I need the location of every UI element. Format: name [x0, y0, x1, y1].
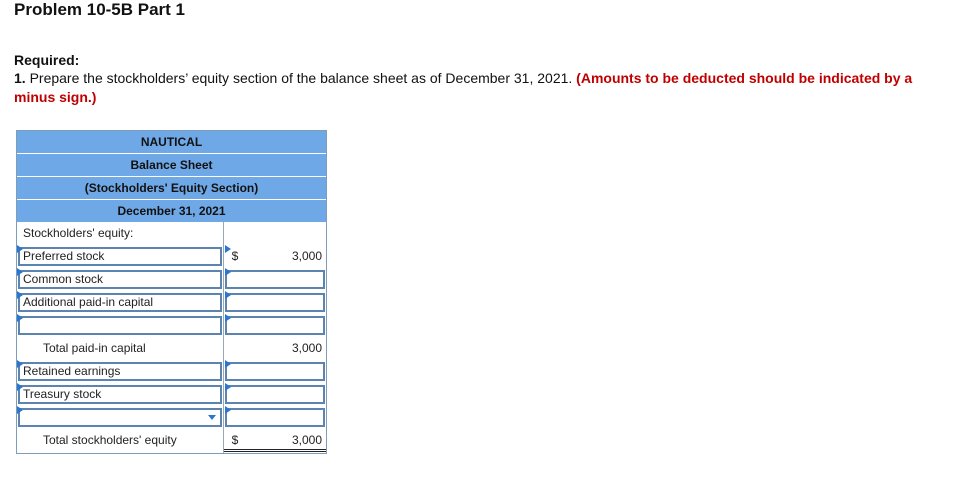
apic-amount-input[interactable] — [224, 291, 326, 314]
total-equity-label: Total stockholders' equity — [43, 433, 177, 447]
input-marker-icon — [17, 406, 23, 414]
input-marker-icon — [225, 268, 231, 276]
dropdown-amount-input[interactable] — [224, 406, 326, 429]
total-equity-amount: 3,000 — [291, 433, 322, 447]
input-marker-icon — [17, 314, 23, 322]
preferred-stock-label-input[interactable]: Preferred stock — [17, 245, 224, 268]
required-label: Required: — [14, 52, 80, 68]
balance-sheet-table — [16, 130, 327, 454]
account-dropdown[interactable] — [17, 406, 224, 429]
total-paid-in-label: Total paid-in capital — [43, 341, 146, 355]
instruction-note: (Amounts to be deducted should be indicated by a minus sign.) — [14, 70, 913, 105]
double-underline — [224, 449, 326, 452]
header-date: December 31, 2021 — [17, 200, 326, 222]
currency-symbol: $ — [231, 249, 239, 263]
currency-symbol: $ — [231, 433, 239, 447]
total-paid-in-amount: 3,000 — [291, 341, 322, 355]
table-row — [17, 268, 326, 291]
table-row — [17, 360, 326, 383]
input-marker-icon — [225, 314, 231, 322]
treasury-stock-amount-input[interactable] — [224, 383, 326, 406]
table-row — [17, 337, 326, 360]
input-marker-icon — [225, 360, 231, 368]
blank-label-input[interactable] — [17, 314, 224, 337]
table-row — [17, 383, 326, 406]
input-marker-icon — [225, 383, 231, 391]
equity-heading: Stockholders' equity: — [23, 226, 134, 240]
input-marker-icon — [225, 406, 231, 414]
header-company: NAUTICAL — [17, 131, 326, 154]
retained-earnings-amount-input[interactable] — [224, 360, 326, 383]
table-row — [17, 406, 326, 429]
retained-earnings-label-input[interactable]: Retained earnings — [17, 360, 224, 383]
apic-label-input[interactable]: Additional paid-in capital — [17, 291, 224, 314]
preferred-stock-amount-input[interactable] — [224, 245, 326, 268]
table-row — [17, 314, 326, 337]
table-row — [17, 291, 326, 314]
table-row — [17, 429, 326, 453]
header-section: (Stockholders' Equity Section) — [17, 177, 326, 200]
chevron-down-icon[interactable] — [208, 415, 216, 420]
header-statement: Balance Sheet — [17, 154, 326, 177]
page-title: Problem 10-5B Part 1 — [14, 0, 186, 19]
preferred-stock-amount: 3,000 — [291, 249, 322, 263]
input-marker-icon — [225, 291, 231, 299]
instruction-number: 1. — [14, 70, 26, 86]
instruction — [14, 69, 934, 107]
common-stock-amount-input[interactable] — [224, 268, 326, 291]
common-stock-label-input[interactable]: Common stock — [17, 268, 224, 291]
instruction-text: Prepare the stockholders’ equity section of the balance sheet as of December 31, 2021. — [29, 70, 573, 86]
treasury-stock-label-input[interactable]: Treasury stock — [17, 383, 224, 406]
table-row — [17, 222, 326, 245]
table-row — [17, 245, 326, 268]
blank-amount-input[interactable] — [224, 314, 326, 337]
